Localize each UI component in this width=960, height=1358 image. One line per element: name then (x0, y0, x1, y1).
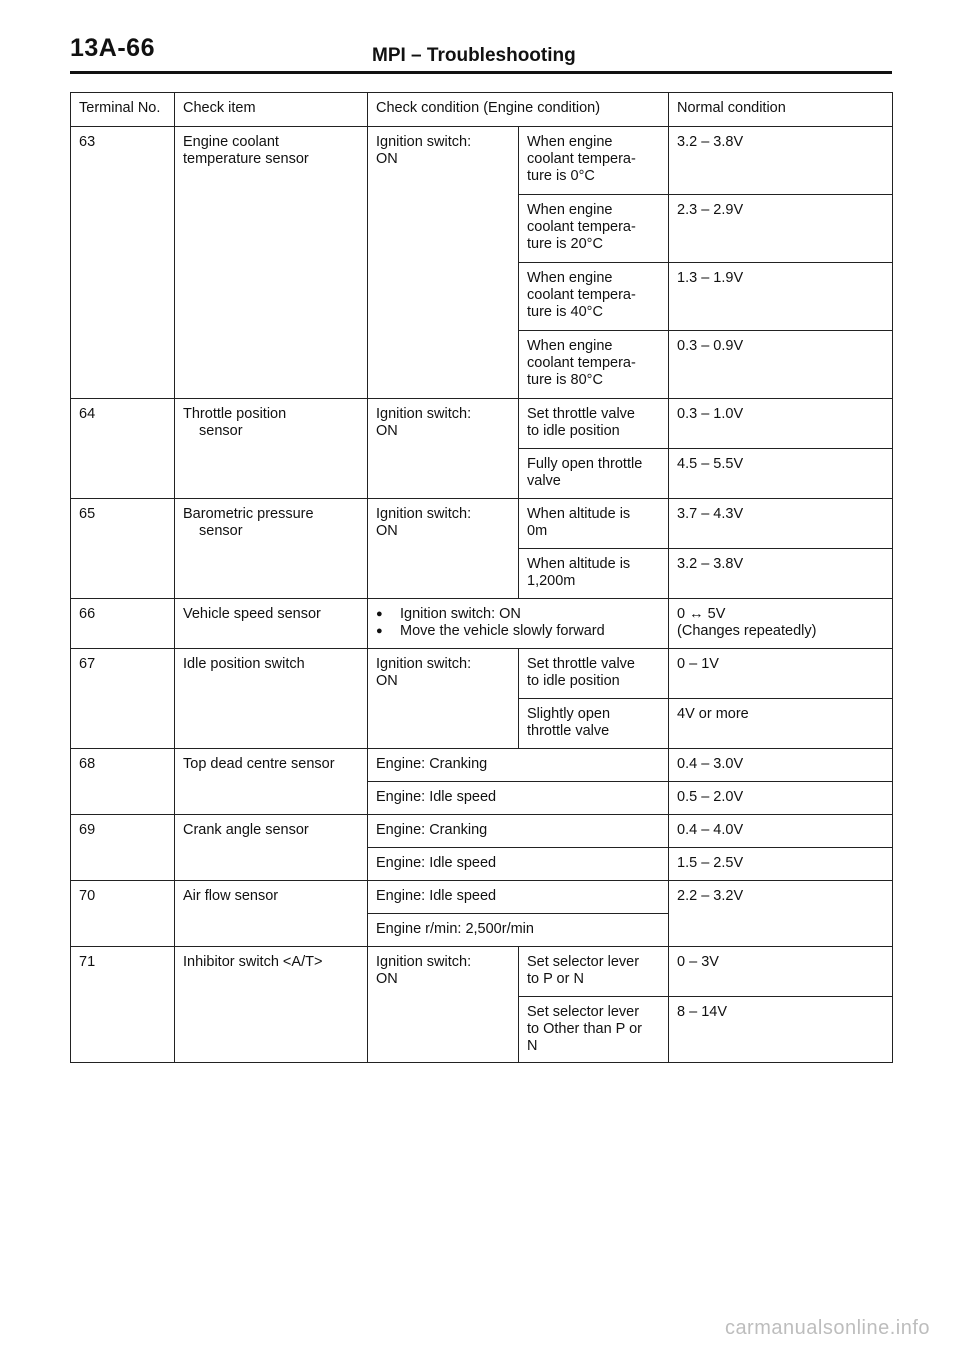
header-normal-condition: Normal condition (669, 93, 893, 127)
normal-value-cell: 2.3 – 2.9V (669, 195, 893, 263)
check-item-line: Barometric pressure (183, 506, 314, 522)
terminal-cell: 66 (71, 599, 175, 649)
terminal-cell: 65 (71, 499, 175, 599)
condition-cell: When altitude is 1,200m (519, 549, 669, 599)
condition-cell: When altitude is 0m (519, 499, 669, 549)
table-header-row (71, 93, 893, 127)
check-item-cell: Air flow sensor (175, 881, 368, 947)
normal-value-cell: 0 – 1V (669, 649, 893, 699)
normal-value-cell: 0.4 – 4.0V (669, 815, 893, 848)
check-item-line: Throttle position (183, 406, 287, 422)
condition-cell: Fully open throttle valve (519, 449, 669, 499)
normal-value-cell: 4.5 – 5.5V (669, 449, 893, 499)
check-item-cell (175, 499, 368, 599)
table-row (71, 599, 893, 649)
condition-cell: When engine coolant tempera- ture is 80°C (519, 331, 669, 399)
condition-cell: When engine coolant tempera- ture is 40°C (519, 263, 669, 331)
terminal-cell: 69 (71, 815, 175, 881)
normal-value-cell: 0.3 – 1.0V (669, 399, 893, 449)
normal-value-cell (669, 599, 893, 649)
normal-value-cell: 3.2 – 3.8V (669, 549, 893, 599)
check-item-line: sensor (199, 423, 243, 439)
check-item-cell (175, 127, 368, 399)
condition-cell: Slightly open throttle valve (519, 699, 669, 749)
terminal-cell: 63 (71, 127, 175, 399)
condition-cell: Set selector lever to P or N (519, 947, 669, 997)
terminal-cell: 64 (71, 399, 175, 499)
table-row (71, 947, 893, 997)
check-item-cell: Crank angle sensor (175, 815, 368, 881)
check-item-cell: Idle position switch (175, 649, 368, 749)
switch-cell: Ignition switch: ON (368, 649, 519, 749)
switch-cell: Ignition switch: ON (368, 947, 519, 1063)
condition-bullet-list (376, 606, 660, 640)
normal-value-cell: 3.7 – 4.3V (669, 499, 893, 549)
check-item-cell: Top dead centre sensor (175, 749, 368, 815)
watermark: carmanualsonline.info (724, 1317, 930, 1339)
switch-cell: Ignition switch: ON (368, 399, 519, 499)
normal-value-cell: 0 – 3V (669, 947, 893, 997)
page-number: 13A-66 (70, 34, 155, 62)
value-line: (Changes repeatedly) (677, 623, 817, 639)
terminal-cell: 71 (71, 947, 175, 1063)
normal-value-cell: 3.2 – 3.8V (669, 127, 893, 195)
header-terminal: Terminal No. (71, 93, 175, 127)
condition-cell: Engine: Idle speed (368, 848, 669, 881)
condition-cell: Set throttle valve to idle position (519, 649, 669, 699)
header-rule (70, 71, 892, 74)
check-item-line: temperature sensor (183, 151, 309, 167)
bullet-item: ● Ignition switch: ON (376, 606, 660, 623)
normal-value-cell: 0.4 – 3.0V (669, 749, 893, 782)
condition-cell: Set throttle valve to idle position (519, 399, 669, 449)
normal-value-cell: 1.3 – 1.9V (669, 263, 893, 331)
check-item-cell: Vehicle speed sensor (175, 599, 368, 649)
switch-cell: Ignition switch: ON (368, 127, 519, 399)
table-row (71, 815, 893, 848)
terminal-check-table (70, 92, 893, 1063)
normal-value-cell: 2.2 – 3.2V (669, 881, 893, 947)
table-row (71, 399, 893, 449)
bullet-item: ● Move the vehicle slowly forward (376, 623, 660, 640)
condition-cell: Engine: Idle speed (368, 782, 669, 815)
table-row (71, 499, 893, 549)
condition-cell (368, 599, 669, 649)
condition-cell: When engine coolant tempera- ture is 20°C (519, 195, 669, 263)
check-item-line: sensor (199, 523, 243, 539)
section-title: MPI – Troubleshooting (372, 45, 576, 66)
header-check-condition: Check condition (Engine condition) (368, 93, 669, 127)
condition-cell: Engine: Cranking (368, 749, 669, 782)
switch-cell: Ignition switch: ON (368, 499, 519, 599)
table-row (71, 127, 893, 195)
check-item-cell: Inhibitor switch <A/T> (175, 947, 368, 1063)
header-check-item: Check item (175, 93, 368, 127)
terminal-cell: 67 (71, 649, 175, 749)
normal-value-cell: 0.5 – 2.0V (669, 782, 893, 815)
condition-cell: Engine: Cranking (368, 815, 669, 848)
table-row (71, 649, 893, 699)
normal-value-cell: 1.5 – 2.5V (669, 848, 893, 881)
normal-value-cell: 0.3 – 0.9V (669, 331, 893, 399)
condition-cell: Set selector lever to Other than P or N (519, 997, 669, 1063)
value-line: 0 ↔ 5V (677, 606, 726, 622)
terminal-cell: 70 (71, 881, 175, 947)
normal-value-cell: 4V or more (669, 699, 893, 749)
condition-cell: Engine r/min: 2,500r/min (368, 914, 669, 947)
terminal-cell: 68 (71, 749, 175, 815)
check-item-cell (175, 399, 368, 499)
check-item-line: Engine coolant (183, 134, 279, 150)
condition-cell: Engine: Idle speed (368, 881, 669, 914)
table-row (71, 749, 893, 782)
condition-cell: When engine coolant tempera- ture is 0°C (519, 127, 669, 195)
table-row (71, 881, 893, 914)
normal-value-cell: 8 – 14V (669, 997, 893, 1063)
